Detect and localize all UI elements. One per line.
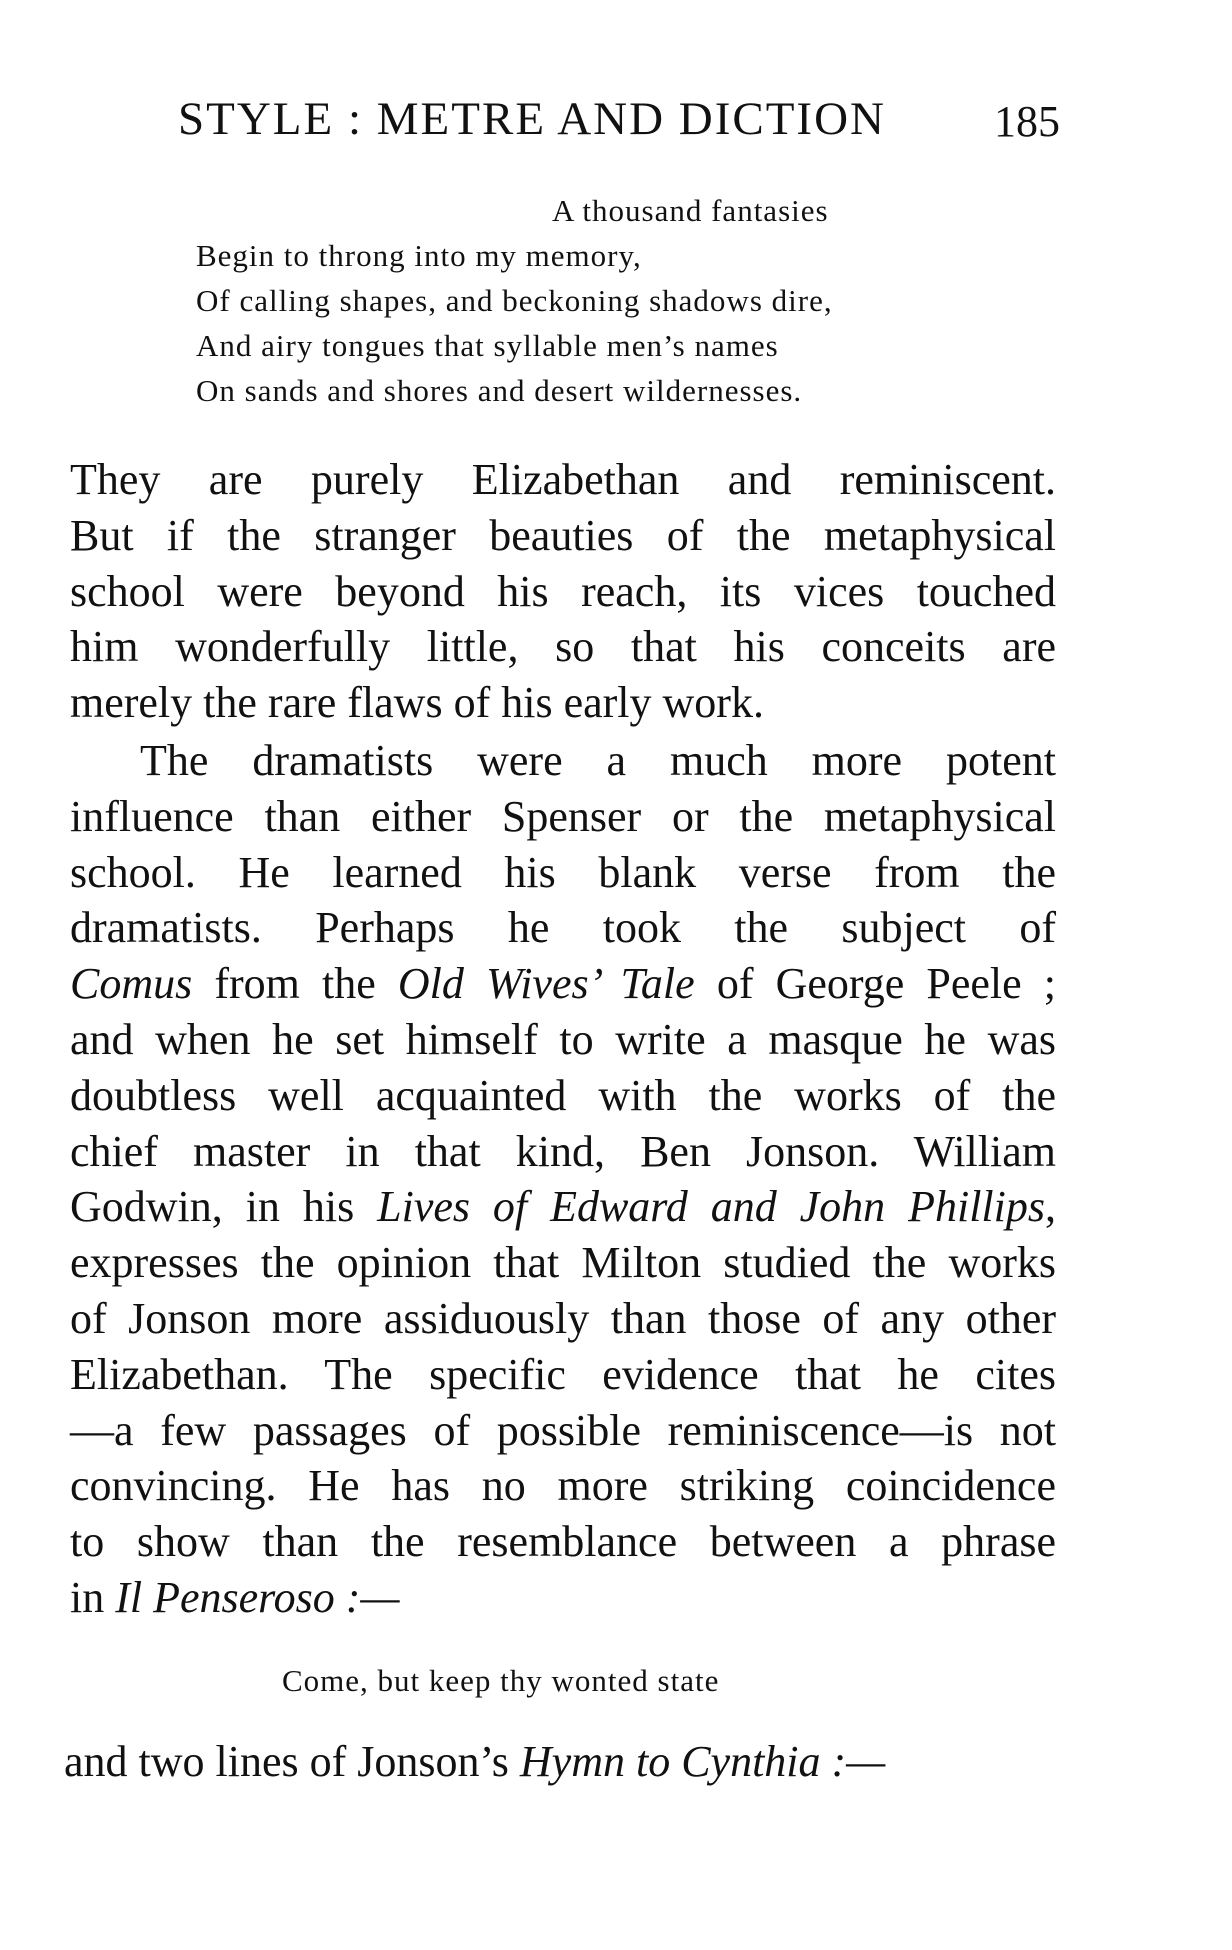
paragraph-dramatists bbox=[70, 733, 1056, 1626]
text-line: chief master in that kind, Ben Jonson. William bbox=[70, 1126, 1056, 1176]
text-line bbox=[70, 1570, 1056, 1626]
text-line: dramatists. Perhaps he took the subject of bbox=[70, 903, 1056, 953]
text-line: They are purely Elizabethan and reminiscent. bbox=[70, 455, 1056, 504]
verse-quotation-comus bbox=[196, 188, 833, 413]
text-line: —a few passages of possible reminiscence—is not bbox=[70, 1405, 1056, 1455]
title-lives-phillips: Lives of Edward and John Phillips bbox=[377, 1182, 1045, 1232]
verse-quotation-penseroso: Come, but keep thy wonted state bbox=[282, 1663, 720, 1698]
text-line: influence than either Spenser or the metaphysical bbox=[70, 791, 1056, 841]
text-line: The dramatists were a much more potent bbox=[140, 736, 1056, 785]
text-line: school. He learned his blank verse from the bbox=[70, 847, 1056, 897]
text-line: doubtless well acquainted with the works of the bbox=[70, 1070, 1056, 1120]
text-line: expresses the opinion that Milton studied the works bbox=[70, 1238, 1056, 1288]
text-line: him wonderfully little, so that his conceits are bbox=[70, 622, 1056, 672]
paragraph-elizabethan bbox=[70, 452, 1056, 731]
text-run: in bbox=[70, 1572, 116, 1622]
text-line: school were beyond his reach, its vices touched bbox=[70, 566, 1056, 616]
text-run: , bbox=[1045, 1182, 1056, 1232]
paragraph-jonson-hymn bbox=[64, 1736, 885, 1787]
text-line: But if the stranger beauties of the metaphysical bbox=[70, 510, 1056, 560]
verse-line: Begin to throng into my memory, bbox=[196, 238, 642, 273]
text-line: of Jonson more assiduously than those of any other bbox=[70, 1293, 1056, 1343]
verse-line: And airy tongues that syllable men’s names bbox=[196, 328, 779, 363]
title-hymn-to-cynthia: Hymn to Cynthia :— bbox=[519, 1737, 886, 1786]
text-line bbox=[70, 956, 1056, 1012]
verse-line: Of calling shapes, and beckoning shadows dire, bbox=[196, 283, 833, 318]
title-old-wives-tale: Old Wives’ Tale bbox=[397, 959, 695, 1009]
page-number: 185 bbox=[994, 97, 1060, 146]
text-line: convincing. He has no more striking coincidence bbox=[70, 1461, 1056, 1511]
running-title: STYLE : METRE AND DICTION bbox=[178, 93, 886, 145]
text-line: to show than the resemblance between a phrase bbox=[70, 1517, 1056, 1567]
text-line: merely the rare flaws of his early work. bbox=[70, 678, 764, 728]
text-run: and two lines of Jonson’s bbox=[64, 1737, 520, 1786]
text-run: of George Peele ; bbox=[694, 959, 1056, 1009]
text-line: and when he set himself to write a masque he was bbox=[70, 1014, 1056, 1064]
verse-line: A thousand fantasies bbox=[552, 193, 829, 228]
text-run: from the bbox=[192, 959, 398, 1009]
running-header bbox=[178, 92, 1068, 152]
verse-line: On sands and shores and desert wildernesses. bbox=[196, 373, 803, 408]
text-line: Elizabethan. The specific evidence that he cites bbox=[70, 1349, 1056, 1399]
title-comus: Comus bbox=[70, 959, 193, 1009]
title-il-penseroso: Il Penseroso :— bbox=[115, 1572, 400, 1622]
text-run: Godwin, in his bbox=[70, 1182, 378, 1232]
text-line bbox=[70, 1179, 1056, 1235]
